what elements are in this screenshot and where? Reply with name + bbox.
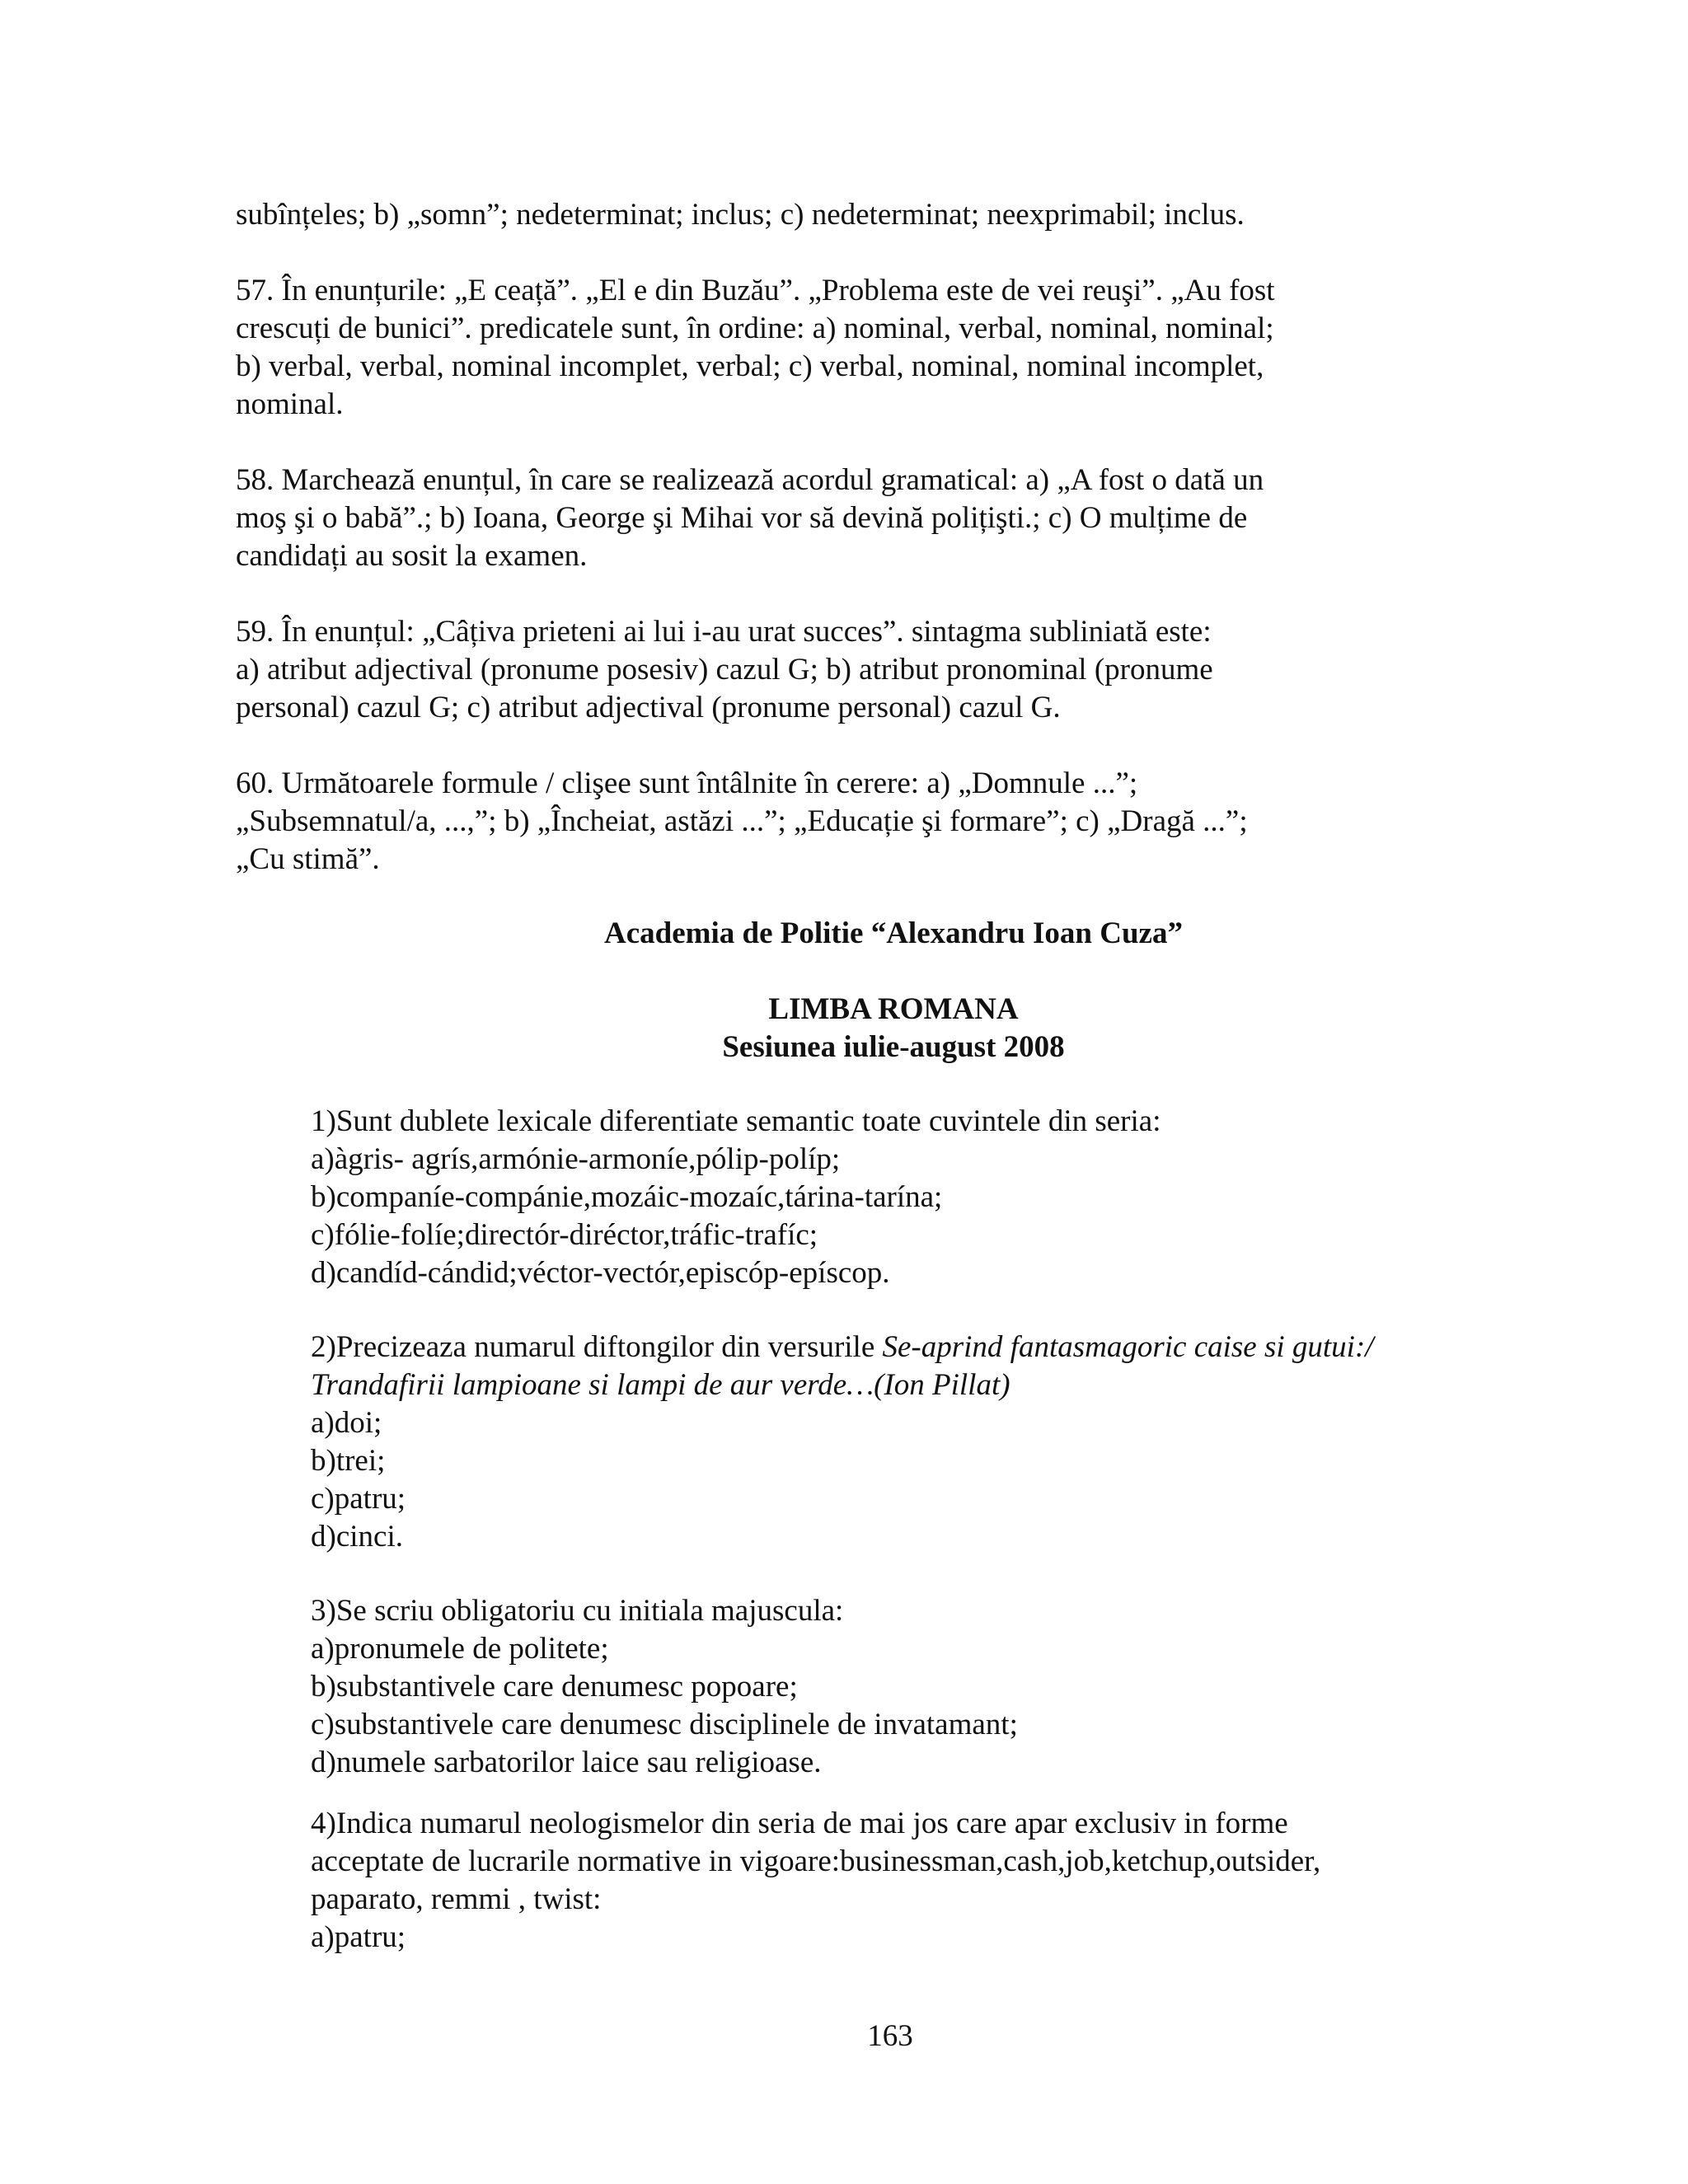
- text-line: c)substantivele care denumesc disciplinele de invatamant;: [311, 1708, 1018, 1741]
- text-line: a)patru;: [311, 1920, 406, 1954]
- text-line: [311, 1329, 1374, 1366]
- option-d: d)cinci.: [311, 1520, 403, 1554]
- text-line: c)fólie-folíe;directór-diréctor,tráfic-trafíc;: [311, 1218, 818, 1252]
- text-line: „Subsemnatul/a, ...,”; b) „Încheiat, astăzi ...”; „Educație şi formare”; c) „Dragă ...”;: [236, 804, 1248, 838]
- question-57: [236, 272, 1275, 424]
- text-line: 58. Marchează enunțul, în care se realizează acordul gramatical: a) „A fost o dată un: [236, 463, 1264, 497]
- question-60: [236, 765, 1248, 879]
- text-line: 59. În enunțul: „Câțiva prieteni ai lui i-au urat succes”. sintagma subliniată este:: [236, 615, 1212, 649]
- question-58: [236, 462, 1264, 575]
- page-number: 163: [867, 2019, 913, 2053]
- text-line: a)pronumele de politete;: [311, 1632, 609, 1666]
- option-b: b)trei;: [311, 1444, 386, 1478]
- question-59: [236, 613, 1213, 727]
- subject-heading: LIMBA ROMANA: [768, 992, 1019, 1026]
- item-2: [311, 1329, 1374, 1556]
- item-2-prompt: 2)Precizeaza numarul diftongilor din versurile: [311, 1330, 883, 1364]
- institution-heading: Academia de Politie “Alexandru Ioan Cuza”: [604, 916, 1183, 950]
- item-4: [311, 1805, 1320, 1957]
- text-line: nominal.: [236, 387, 344, 421]
- text-line: 3)Se scriu obligatoriu cu initiala majuscula:: [311, 1594, 844, 1628]
- item-3: [311, 1592, 1018, 1782]
- text-line: acceptate de lucrarile normative in vigoare:businessman,cash,job,ketchup,outsider,: [311, 1844, 1321, 1878]
- text-line: d)numele sarbatorilor laice sau religioase.: [311, 1746, 822, 1779]
- text-line: 4)Indica numarul neologismelor din seria de mai jos care apar exclusiv in forme: [311, 1807, 1288, 1840]
- text-line: „Cu stimă”.: [236, 842, 380, 876]
- option-c: c)patru;: [311, 1482, 406, 1516]
- text-line: paparato, remmi , twist:: [311, 1882, 602, 1916]
- text-line: b) verbal, verbal, nominal incomplet, verbal; c) verbal, nominal, nominal incomplet,: [236, 349, 1264, 383]
- text-line: crescuți de bunici”. predicatele sunt, în ordine: a) nominal, verbal, nominal, nominal;: [236, 312, 1274, 345]
- session-heading: Sesiunea iulie-august 2008: [722, 1030, 1065, 1064]
- text-line: moş şi o babă”.; b) Ioana, George şi Mihai vor să devină polițişti.; c) O mulțime de: [236, 501, 1248, 535]
- text-line: a) atribut adjectival (pronume posesiv) cazul G; b) atribut pronominal (pronume: [236, 653, 1213, 687]
- text-line: d)candíd-cándid;véctor-vectór,episcóp-epíscop.: [311, 1256, 890, 1290]
- verse-line-1: Se-aprind fantasmagoric caise si gutui:/: [882, 1330, 1374, 1364]
- text-line: b)substantivele care denumesc popoare;: [311, 1670, 798, 1704]
- text-line: candidați au sosit la examen.: [236, 539, 588, 573]
- text-line: 60. Următoarele formule / clişee sunt întâlnite în cerere: a) „Domnule ...”;: [236, 766, 1138, 800]
- item-1: [311, 1103, 1160, 1292]
- text-line: 1)Sunt dublete lexicale diferentiate semantic toate cuvintele din seria:: [311, 1104, 1161, 1138]
- text-line: 57. În enunțurile: „E ceață”. „El e din Buzău”. „Problema este de vei reuşi”. „Au fost: [236, 274, 1275, 307]
- text-line: personal) cazul G; c) atribut adjectival (pronume personal) cazul G.: [236, 691, 1061, 724]
- text-line: a)àgris- agrís,armónie-armoníe,pólip-políp;: [311, 1142, 841, 1176]
- text-line: b)companíe-compánie,mozáic-mozaíc,tárina-tarína;: [311, 1180, 943, 1214]
- continuation-paragraph: [236, 196, 1245, 234]
- text-line: subînțeles; b) „somn”; nedeterminat; inclus; c) nedeterminat; neexprimabil; inclus.: [236, 198, 1245, 232]
- option-a: a)doi;: [311, 1406, 382, 1440]
- verse-line-2: Trandafirii lampioane si lampi de aur verde…(Ion Pillat): [311, 1368, 1010, 1402]
